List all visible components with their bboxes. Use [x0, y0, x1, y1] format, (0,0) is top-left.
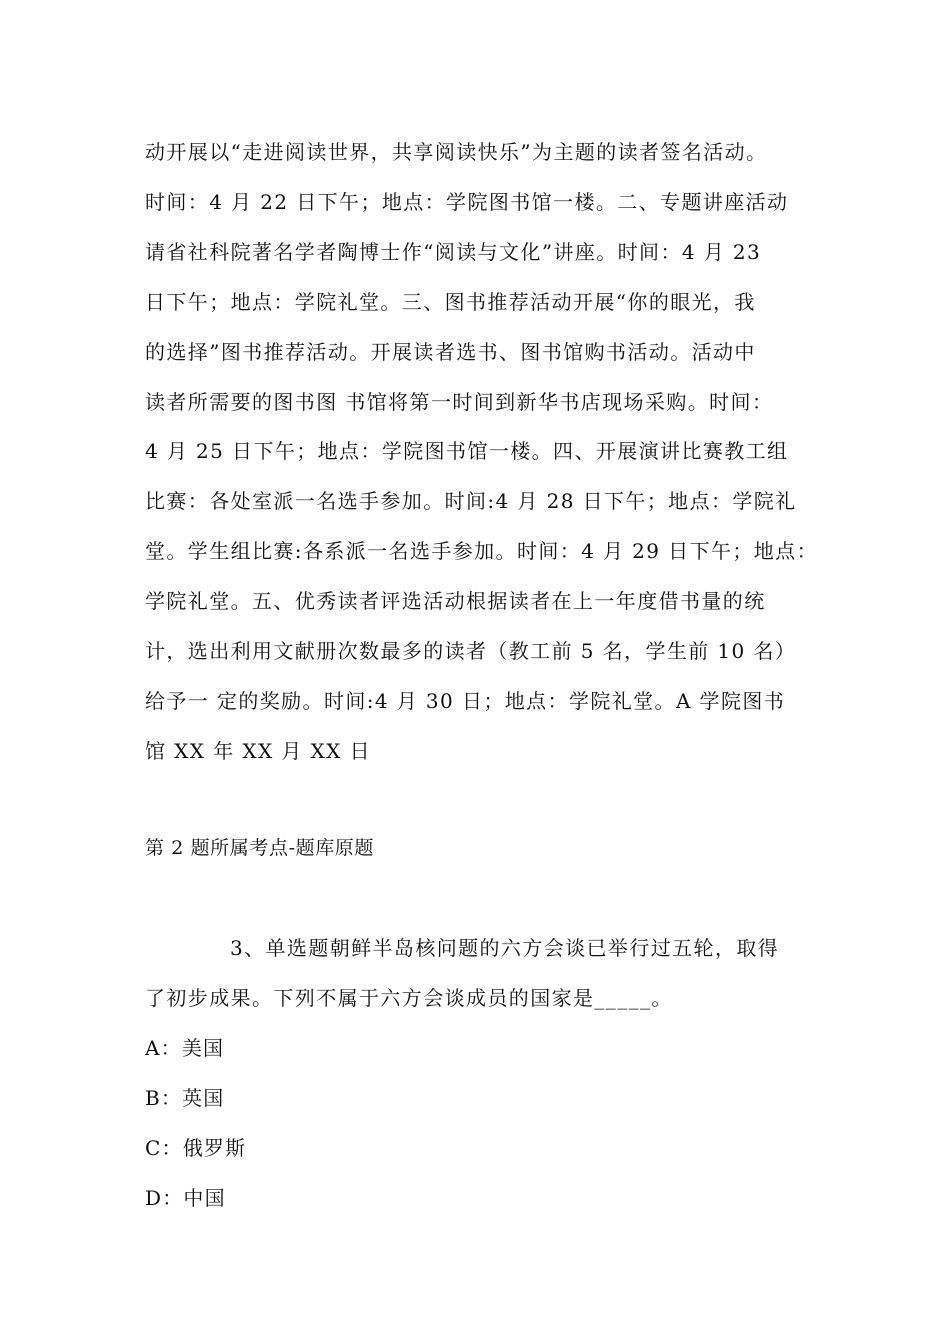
- passage-line-3: 请省社科院著名学者陶博士作“阅读与文化”讲座。时间：4 月 23: [145, 240, 762, 264]
- option-a: A：美国: [145, 1036, 225, 1060]
- passage-line-7: 4 月 25 日下午；地点：学院图书馆一楼。四、开展演讲比赛教工组: [145, 439, 789, 463]
- passage-line-8: 比赛：各处室派一名选手参加。时间:4 月 28 日下午；地点：学院礼: [145, 489, 797, 513]
- option-c: C：俄罗斯: [145, 1136, 247, 1160]
- question-stem-line-2: 了初步成果。下列不属于六方会谈成员的国家是_____。: [145, 986, 673, 1010]
- section-heading: 第 2 题所属考点-题库原题: [145, 837, 374, 859]
- passage-line-12: 给予一 定的奖励。时间:4 月 30 日；地点：学院礼堂。A 学院图书: [145, 689, 786, 713]
- passage-line-5: 的选择”图书推荐活动。开展读者选书、图书馆购书活动。活动中: [145, 340, 756, 364]
- passage-line-11: 计，选出利用文献册次数最多的读者（教工前 5 名，学生前 10 名）: [145, 639, 797, 663]
- option-d: D：中国: [145, 1186, 226, 1210]
- passage-line-6: 读者所需要的图书图 书馆将第一时间到新华书店现场采购。时间：: [145, 390, 774, 414]
- passage-line-4: 日下午；地点：学院礼堂。三、图书推荐活动开展“你的眼光，我: [145, 290, 756, 314]
- option-b: B：英国: [145, 1086, 225, 1110]
- passage-line-1: 动开展以“走进阅读世界，共享阅读快乐”为主题的读者签名活动。: [145, 140, 768, 164]
- passage-line-10: 学院礼堂。五、优秀读者评选活动根据读者在上一年度借书量的统: [145, 589, 766, 613]
- passage-line-2: 时间：4 月 22 日下午；地点：学院图书馆一楼。二、专题讲座活动: [145, 190, 789, 214]
- question-stem-line-1: 3、单选题朝鲜半岛核问题的六方会谈已举行过五轮，取得: [230, 936, 780, 960]
- passage-line-13: 馆 XX 年 XX 月 XX 日: [145, 739, 371, 763]
- passage-line-9: 堂。学生组比赛:各系派一名选手参加。时间：4 月 29 日下午；地点：: [145, 539, 818, 563]
